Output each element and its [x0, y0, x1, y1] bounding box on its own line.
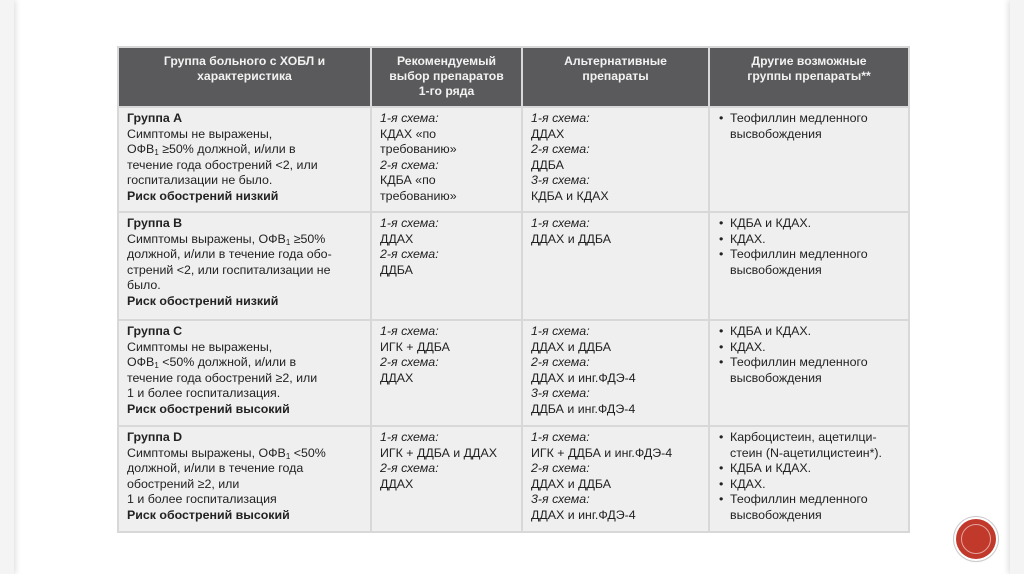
table-row [118, 107, 909, 212]
table-row [118, 320, 909, 426]
copd-treatment-table [117, 46, 910, 533]
first-line-cell: 1-я схема: ДДАХ 2-я схема: ДДБА [371, 212, 522, 320]
other-groups-cell [709, 107, 909, 212]
list-item: • Теофиллин медленного высвобождения [718, 111, 900, 142]
list-item: • КДАХ. [718, 477, 900, 493]
list-item: • КДБА и КДАХ. [718, 324, 900, 340]
group-title: Группа С [127, 324, 183, 338]
list-item: • КДБА и КДАХ. [718, 216, 900, 232]
alternatives-cell: 1-я схема: ДДАХ и ДДБА 2-я схема: ДДАХ и инг.ФДЭ-4 3-я схема: ДДБА и инг.ФДЭ-4 [522, 320, 709, 426]
group-cell: Группа В Симптомы выражены, $ОФВ_1 \ge 50\%$ должной, и/или в течение года обо- стрений <2, или госпитализации не было. Риск обострений низкий [118, 212, 371, 320]
list-item: • Теофиллин медленного высвобождения [718, 492, 900, 523]
alternatives-cell: 1-я схема: ДДАХ 2-я схема: ДДБА 3-я схема: КДБА и КДАХ [522, 107, 709, 212]
other-groups-cell [709, 320, 909, 426]
right-edge-band [1010, 0, 1024, 574]
list-item: • КДБА и КДАХ. [718, 461, 900, 477]
first-line-cell: 1-я схема: ИГК + ДДБА 2-я схема: ДДАХ [371, 320, 522, 426]
list-item: • КДАХ. [718, 340, 900, 356]
alternatives-cell: 1-я схема: ДДАХ и ДДБА [522, 212, 709, 320]
table-row [118, 212, 909, 320]
table-row [118, 426, 909, 532]
list-item: • Карбоцистеин, ацетилци- стеин (N-ацетилцистеин*). [718, 430, 900, 461]
list-item: • Теофиллин медленного высвобождения [718, 355, 900, 386]
group-title: Группа А [127, 111, 183, 125]
risk-label: Риск обострений высокий [127, 401, 290, 416]
left-edge-band [0, 0, 14, 574]
risk-label: Риск обострений высокий [127, 507, 290, 522]
risk-label: Риск обострений низкий [127, 293, 279, 308]
group-cell: Группа А Симптомы не выражены, $ОФВ_1 \ge 50\%$ должной, и/или в течение года обострений <2, или госпитализации не было. Риск обострений низкий [118, 107, 371, 212]
other-groups-cell [709, 212, 909, 320]
other-groups-cell [709, 426, 909, 532]
group-cell: Группа D Симптомы выражены, $ОФВ_1 <50\%$ должной, и/или в течение года обострений ≥2, или 1 и более госпитализация Риск обострений высокий [118, 426, 371, 532]
first-line-cell: 1-я схема: КДАХ «по требованию» 2-я схема: КДБА «по требованию» [371, 107, 522, 212]
header-patient-group: Группа больного с ХОБЛ и характеристика [118, 47, 371, 107]
list-item: • КДАХ. [718, 232, 900, 248]
header-other-groups: Другие возможные группы препараты** [709, 47, 909, 107]
header-alternatives: Альтернативные препараты [522, 47, 709, 107]
header-first-line: Рекомендуемый выбор препаратов 1-го ряда [371, 47, 522, 107]
slide-nav-button[interactable] [956, 519, 996, 559]
group-title: Группа D [127, 430, 183, 444]
group-title: Группа В [127, 216, 183, 230]
table-header-row [118, 47, 909, 107]
first-line-cell: 1-я схема: ИГК + ДДБА и ДДАХ 2-я схема: ДДАХ [371, 426, 522, 532]
risk-label: Риск обострений низкий [127, 188, 279, 203]
group-cell: Группа С Симптомы не выражены, $ОФВ_1 <50\%$ должной, и/или в течение года обострений ≥2, или 1 и более госпитализация. Риск обострений высокий [118, 320, 371, 426]
alternatives-cell: 1-я схема: ИГК + ДДБА и инг.ФДЭ-4 2-я схема: ДДАХ и ДДБА 3-я схема: ДДАХ и инг.ФДЭ-4 [522, 426, 709, 532]
list-item: • Теофиллин медленного высвобождения [718, 247, 900, 278]
